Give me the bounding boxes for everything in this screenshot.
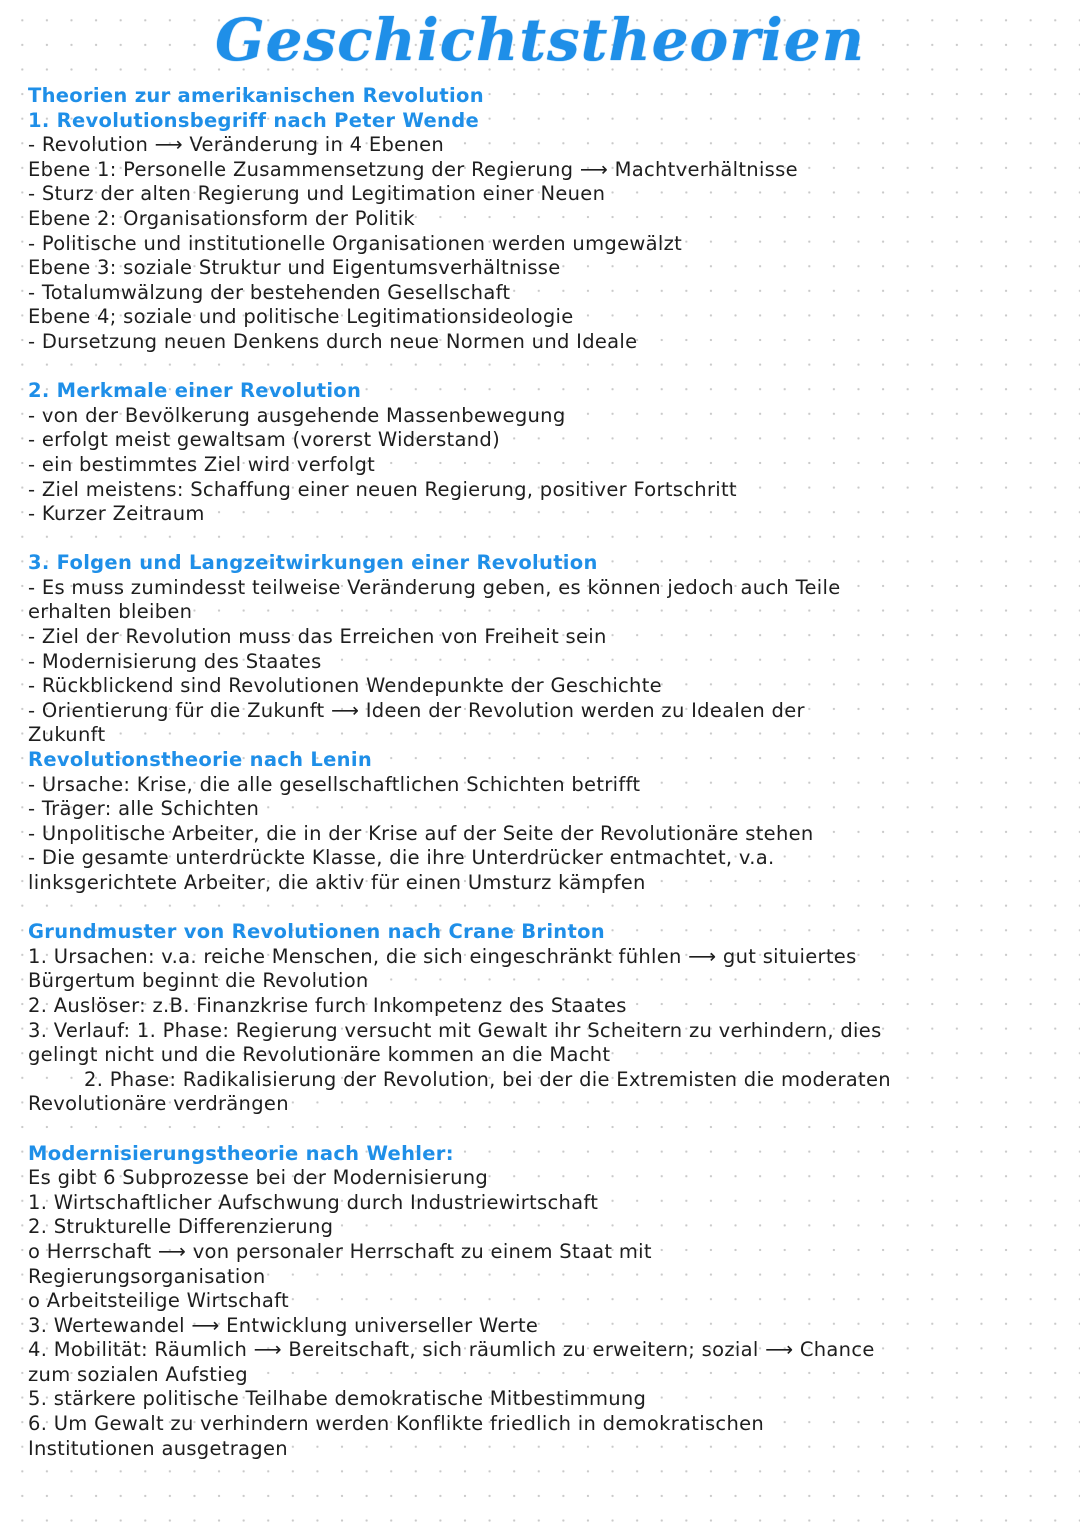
note-line: 2. Strukturelle Differenzierung [28,1215,334,1239]
note-line: gelingt nicht und die Revolutionäre kommen an die Macht [28,1043,611,1067]
note-line: - Ziel der Revolution muss das Erreichen von Freiheit sein [28,625,607,649]
note-line: 3. Wertewandel ⟶ Entwicklung universeller Werte [28,1313,539,1337]
note-line: 5. stärkere politische Teilhabe demokratische Mitbestimmung [28,1387,647,1411]
note-line: - Dursetzung neuen Denkens durch neue Normen und Ideale [28,329,638,353]
blank-line [28,527,1058,552]
note-line: 2. Phase: Radikalisierung der Revolution, bei der die Extremisten die moderaten [84,1067,891,1091]
note-line: linksgerichtete Arbeiter, die aktiv für einen Umsturz kämpfen [28,871,646,894]
note-line: Es gibt 6 Subprozesse bei der Modernisierung [28,1166,489,1190]
note-line: - Totalumwälzung der bestehenden Gesellschaft [28,280,511,304]
note-line: Ebene 1: Personelle Zusammensetzung der Regierung ⟶ Machtverhältnisse [28,157,798,181]
note-line: Revolutionäre verdrängen [28,1092,289,1116]
note-line: - Sturz der alten Regierung und Legitimation einer Neuen [28,182,606,206]
note-line: - Die gesamte unterdrückte Klasse, die ihre Unterdrücker entmachtet, v.a. [28,846,775,870]
section-heading: 3. Folgen und Langzeitwirkungen einer Revolution [28,551,598,575]
note-line: o Herrschaft ⟶ von personaler Herrschaft zu einem Staat mit [28,1239,652,1263]
note-content [28,84,1058,1461]
note-line: - ein bestimmtes Ziel wird verfolgt [28,452,376,476]
note-line: 1. Wirtschaftlicher Aufschwung durch Industriewirtschaft [28,1190,599,1214]
note-line: zum sozialen Aufstieg [28,1362,248,1386]
note-line: - erfolgt meist gewaltsam (vorerst Widerstand) [28,428,500,452]
note-line: - Ziel meistens: Schaffung einer neuen Regierung, positiver Fortschritt [28,477,737,501]
note-line: o Arbeitsteilige Wirtschaft [28,1289,289,1313]
section-heading: Theorien zur amerikanischen Revolution [28,84,484,107]
note-line: Zukunft [28,723,106,747]
note-line: 2. Auslöser: z.B. Finanzkrise furch Inkompetenz des Staates [28,993,627,1017]
page-title: Geschichtstheorien [215,6,865,74]
note-line: Regierungsorganisation [28,1264,266,1288]
note-line: - Es muss zumindesst teilweise Veränderung geben, es können jedoch auch Teile [28,575,841,599]
note-line: - Unpolitische Arbeiter, die in der Krise auf der Seite der Revolutionäre stehen [28,821,814,845]
note-line: - Modernisierung des Staates [28,649,322,673]
note-line: - Rückblickend sind Revolutionen Wendepunkte der Geschichte [28,674,662,698]
note-line: Ebene 4; soziale und politische Legitimationsideologie [28,305,574,329]
note-line: Bürgertum beginnt die Revolution [28,969,369,993]
note-line: 1. Ursachen: v.a. reiche Menschen, die sich eingeschränkt fühlen ⟶ gut situiertes [28,944,857,968]
note-line: 4. Mobilität: Räumlich ⟶ Bereitschaft, sich räumlich zu erweitern; sozial ⟶ Chance [28,1338,875,1362]
blank-line [28,355,1058,380]
blank-line [28,1117,1058,1142]
note-line: - Orientierung für die Zukunft ⟶ Ideen der Revolution werden zu Idealen der [28,698,805,722]
note-line: - Ursache: Krise, die alle gesellschaftlichen Schichten betrifft [28,772,641,796]
section-heading: 2. Merkmale einer Revolution [28,379,362,403]
note-line: 6. Um Gewalt zu verhindern werden Konflikte friedlich in demokratischen [28,1412,765,1436]
note-line: - Kurzer Zeitraum [28,502,205,526]
section-heading: Grundmuster von Revolutionen nach Crane Brinton [28,920,605,944]
note-line: - Revolution ⟶ Veränderung in 4 Ebenen [28,133,445,157]
section-heading: Modernisierungstheorie nach Wehler: [28,1141,454,1165]
note-line: erhalten bleiben [28,600,193,624]
note-line: Ebene 3: soziale Struktur und Eigentumsverhältnisse [28,256,561,280]
note-line: 3. Verlauf: 1. Phase: Regierung versucht mit Gewalt ihr Scheitern zu verhindern, dies [28,1018,882,1042]
section-heading: 1. Revolutionsbegriff nach Peter Wende [28,108,480,132]
note-line: - von der Bevölkerung ausgehende Massenbewegung [28,403,566,427]
section-heading: Revolutionstheorie nach Lenin [28,748,373,772]
note-line: Ebene 2: Organisationsform der Politik [28,206,416,230]
note-line: Institutionen ausgetragen [28,1436,288,1460]
blank-line [28,896,1058,921]
note-line: - Politische und institutionelle Organisationen werden umgewälzt [28,231,683,255]
note-line: - Träger: alle Schichten [28,797,260,821]
